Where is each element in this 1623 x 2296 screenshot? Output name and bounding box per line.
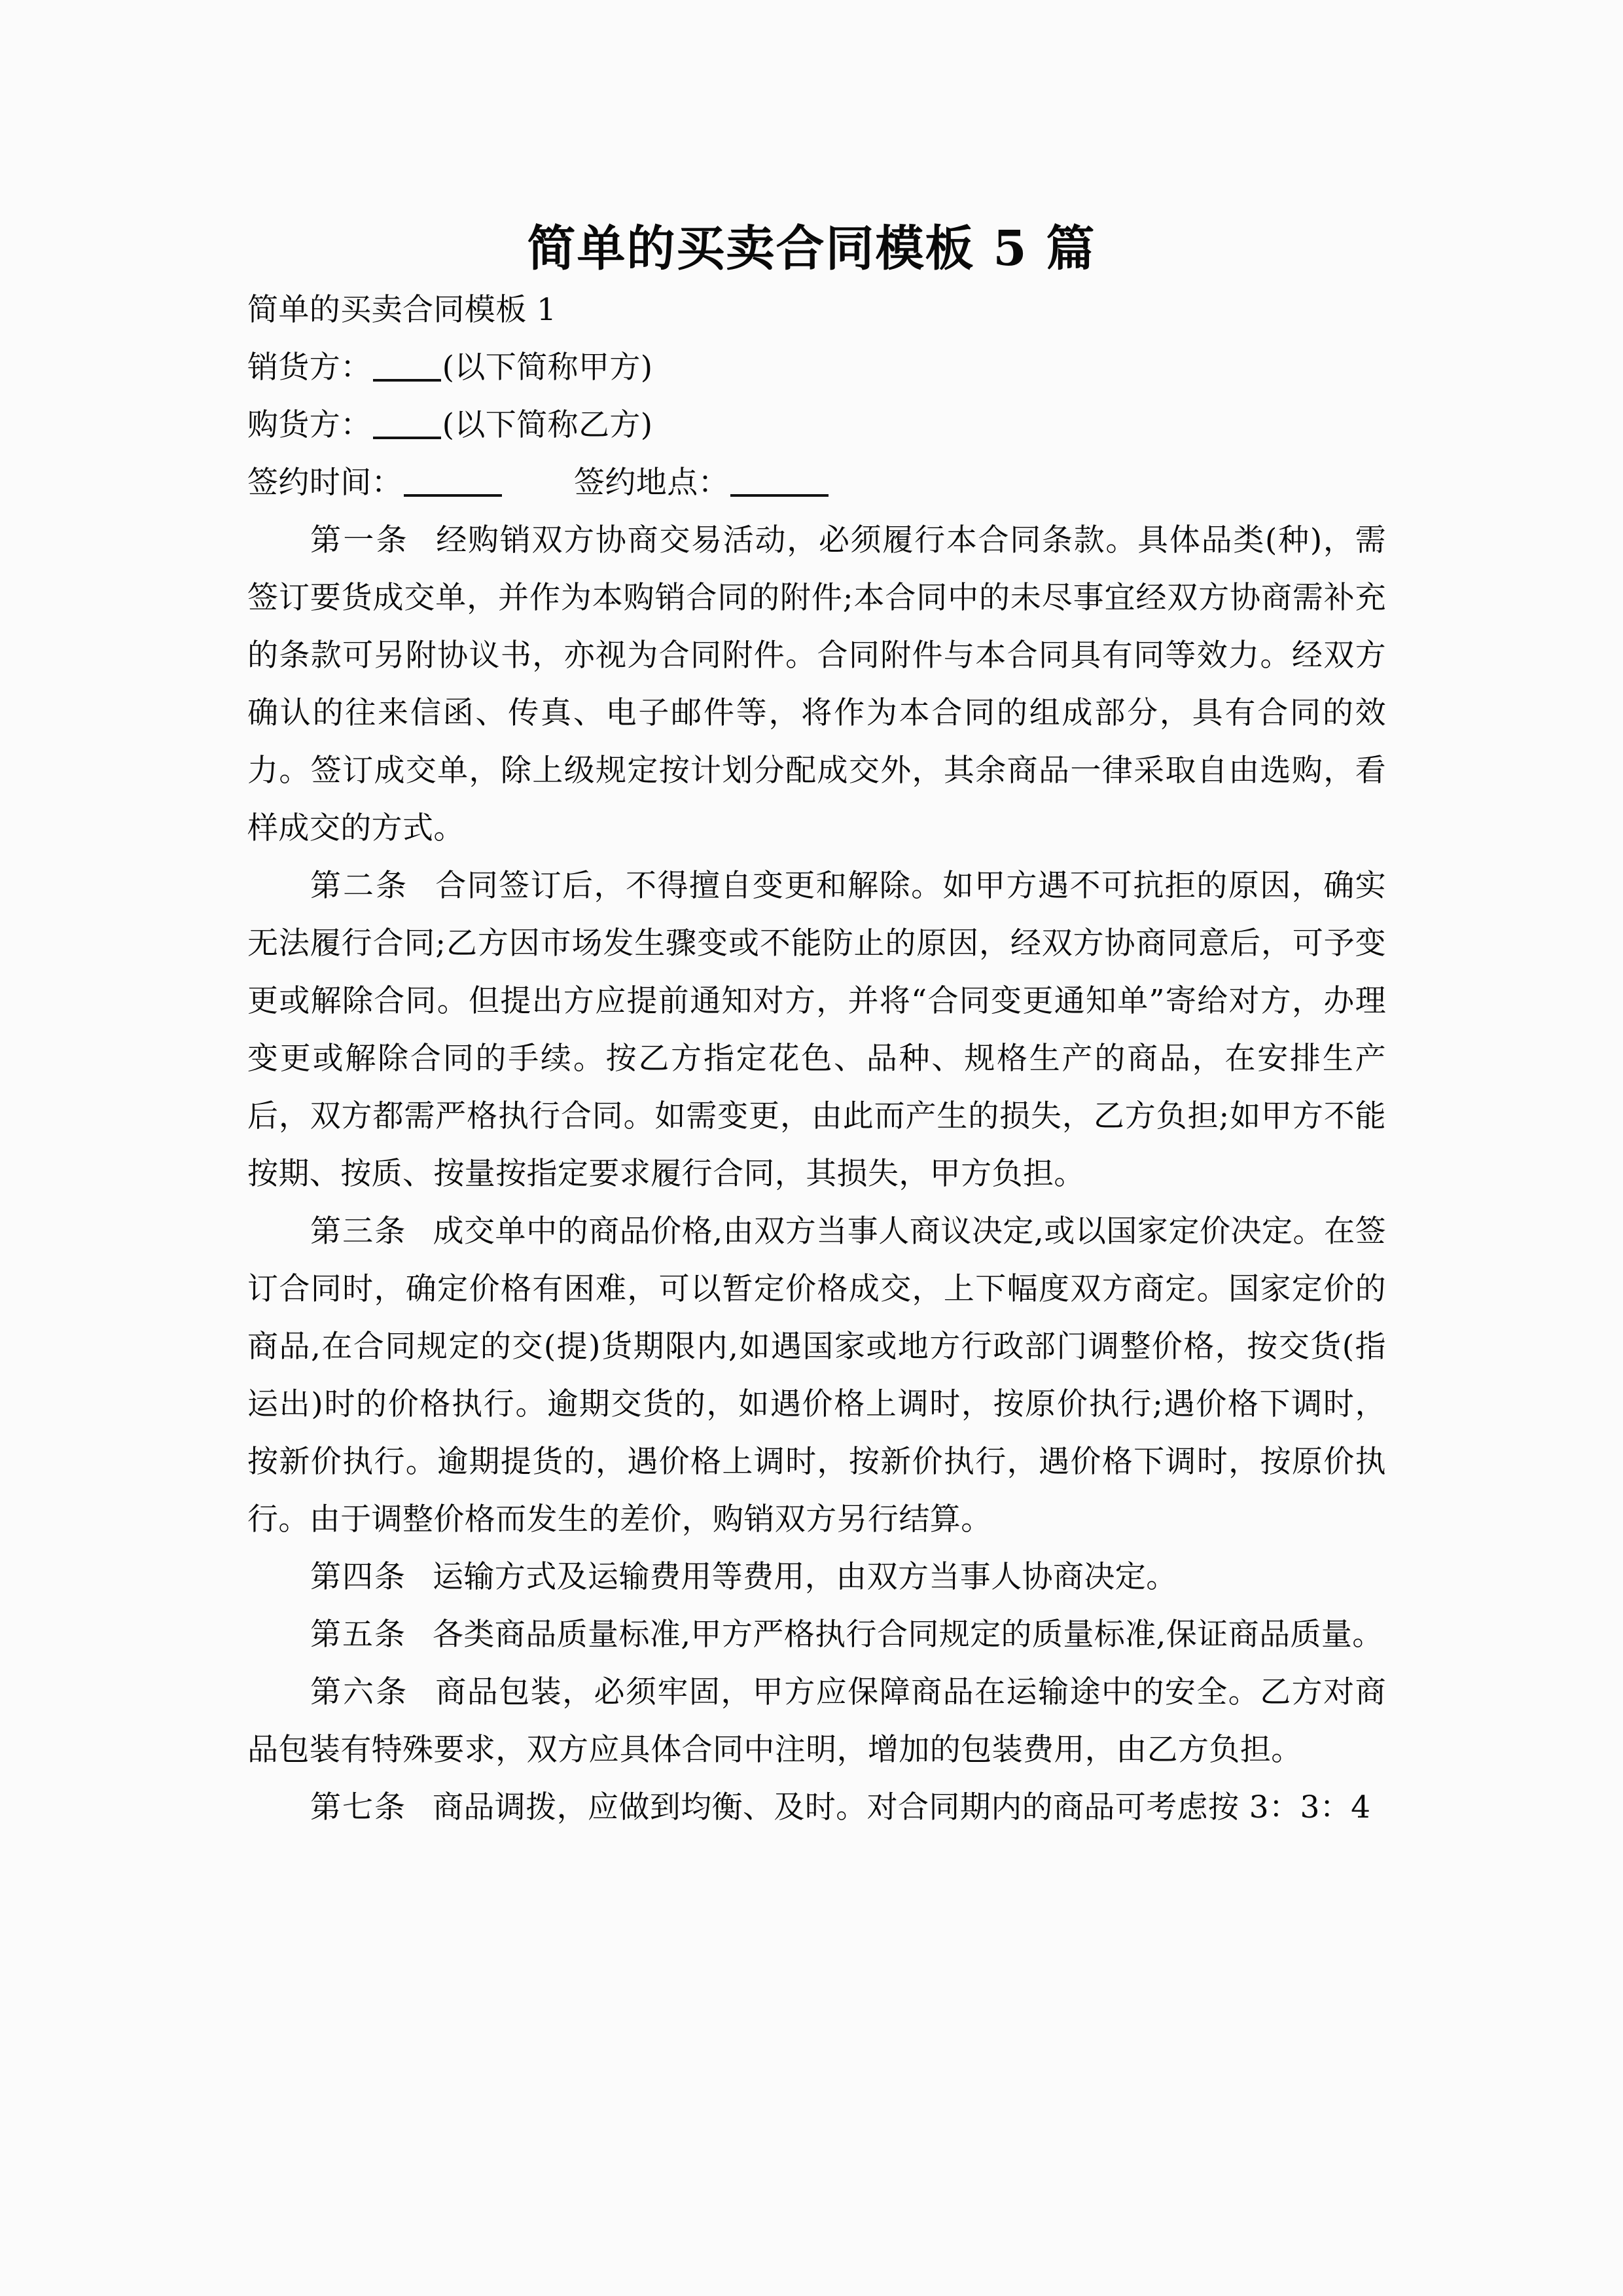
article-text: 合同签订后，不得擅自变更和解除。如甲方遇不可抗拒的原因，确实无法履行合同;乙方因市场发生骤变或不能防止的原因，经双方协商同意后，可予变更或解除合同。但提出方应提前通知对方，并将“合同变更通知单”寄给对方，办理变更或解除合同的手续。按乙方指定花色、品种、规格生产的商品，在安排生产后，双方都需严格执行合同。如需变更，由此而产生的损失，乙方负担;如甲方不能按期、按质、按量按指定要求履行合同，其损失，甲方负担。 bbox=[247, 868, 1387, 1192]
document-body bbox=[247, 281, 1386, 1837]
article-label: 第四条 bbox=[310, 1559, 406, 1595]
sign-time-label: 签约时间： bbox=[247, 465, 402, 501]
signing-info-line bbox=[247, 454, 1386, 512]
article-text: 运输方式及运输费用等费用，由双方当事人协商决定。 bbox=[433, 1559, 1177, 1595]
seller-label: 销货方： bbox=[247, 350, 372, 386]
sign-place-label: 签约地点： bbox=[574, 465, 729, 501]
article-paragraph bbox=[247, 857, 1386, 1203]
page-title: 简单的买卖合同模板 5 篇 bbox=[527, 220, 1096, 277]
article-text: 商品包装，必须牢固，甲方应保障商品在运输途中的安全。乙方对商品包装有特殊要求，双方应具体合同中注明，增加的包装费用，由乙方负担。 bbox=[247, 1674, 1387, 1768]
article-label: 第五条 bbox=[310, 1617, 406, 1653]
buyer-blank[interactable] bbox=[373, 437, 441, 439]
article-text: 商品调拨，应做到均衡、及时。对合同期内的商品可考虑按 3：3：4 bbox=[433, 1789, 1371, 1825]
seller-suffix: (以下简称甲方) bbox=[442, 350, 653, 386]
buyer-field-line bbox=[247, 397, 1386, 454]
article-text: 经购销双方协商交易活动，必须履行本合同条款。具体品类(种)，需签订要货成交单，并作为本购销合同的附件;本合同中的未尽事宜经双方协商需补充的条款可另附协议书，亦视为合同附件。合同附件与本合同具有同等效力。经双方确认的往来信函、传真、电子邮件等，将作为本合同的组成部分，具有合同的效力。签订成交单，除上级规定按计划分配成交外，其余商品一律采取自由选购，看样成交的方式。 bbox=[247, 522, 1386, 846]
seller-field-line bbox=[247, 339, 1386, 397]
buyer-label: 购货方： bbox=[247, 407, 372, 443]
document-subtitle: 简单的买卖合同模板 1 bbox=[247, 292, 557, 328]
article-paragraph bbox=[247, 1779, 1386, 1837]
article-paragraph bbox=[247, 512, 1386, 857]
article-paragraph bbox=[247, 1664, 1386, 1779]
article-paragraph bbox=[247, 1606, 1386, 1664]
article-paragraph bbox=[247, 1203, 1386, 1549]
buyer-suffix: (以下简称乙方) bbox=[442, 407, 653, 443]
article-label: 第二条 bbox=[310, 868, 409, 904]
article-paragraph bbox=[247, 1549, 1386, 1606]
article-label: 第三条 bbox=[310, 1213, 407, 1249]
seller-blank[interactable] bbox=[373, 379, 441, 382]
article-label: 第七条 bbox=[310, 1789, 406, 1825]
article-label: 第六条 bbox=[310, 1674, 409, 1710]
article-text: 成交单中的商品价格,由双方当事人商议决定,或以国家定价决定。在签订合同时，确定价格有困难，可以暂定价格成交，上下幅度双方商定。国家定价的商品,在合同规定的交(提)货期限内,如遇国家或地方行政部门调整价格，按交货(指运出)时的价格执行。逾期交货的，如遇价格上调时，按原价执行;遇价格下调时，按新价执行。逾期提货的，遇价格上调时，按新价执行，遇价格下调时，按原价执行。由于调整价格而发生的差价，购销双方另行结算。 bbox=[247, 1213, 1386, 1537]
article-label: 第一条 bbox=[310, 522, 409, 558]
sign-time-blank[interactable] bbox=[404, 494, 502, 497]
article-text: 各类商品质量标准,甲方严格执行合同规定的质量标准,保证商品质量。 bbox=[433, 1617, 1383, 1653]
sign-place-blank[interactable] bbox=[730, 494, 829, 497]
